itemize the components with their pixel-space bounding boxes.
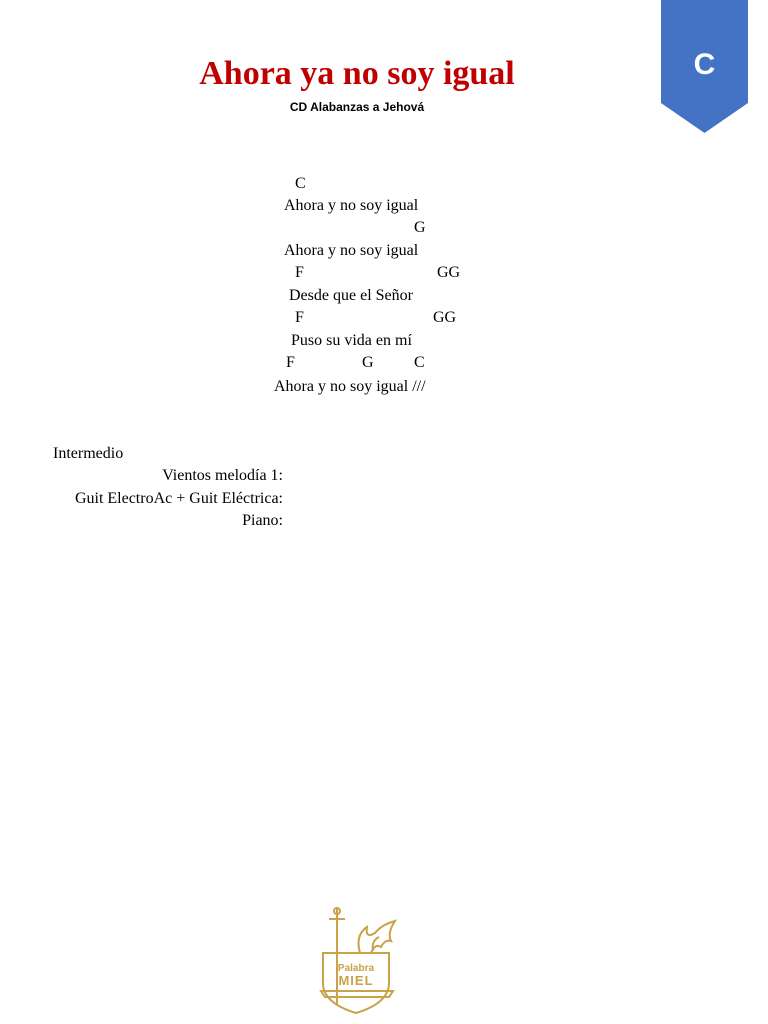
lyric-line: Ahora y no soy igual (284, 197, 419, 214)
lyric-line: Ahora y no soy igual (284, 242, 419, 259)
piano-label: Piano: (242, 512, 283, 529)
guitarras-label: Guit ElectroAc + Guit Eléctrica: (74, 490, 283, 507)
song-subtitle: CD Alabanzas a Jehová (289, 100, 425, 114)
key-letter: C (693, 48, 716, 81)
chord: C (295, 175, 306, 192)
lyric-line: Puso su vida en mí (291, 332, 412, 349)
chord: GG (437, 264, 461, 281)
chord: G (414, 219, 426, 236)
chord: F (295, 264, 304, 281)
shield-sword-logo-icon (315, 905, 405, 1017)
chord: F (286, 354, 295, 371)
song-title: Ahora ya no soy igual (199, 55, 515, 92)
logo-bottom-word: MIEL (338, 973, 374, 988)
lyric-line: Desde que el Señor (289, 287, 413, 304)
logo-top-word: Palabra (337, 963, 375, 974)
intermedio-heading: Intermedio (53, 445, 124, 462)
vientos-label: Vientos melodía 1: (162, 467, 283, 484)
chord: F (295, 309, 304, 326)
chord: G (362, 354, 374, 371)
palabra-miel-logo (315, 905, 405, 1017)
chord: GG (433, 309, 457, 326)
chord: C (414, 354, 425, 371)
lyric-line: Ahora y no soy igual /// (274, 378, 426, 395)
